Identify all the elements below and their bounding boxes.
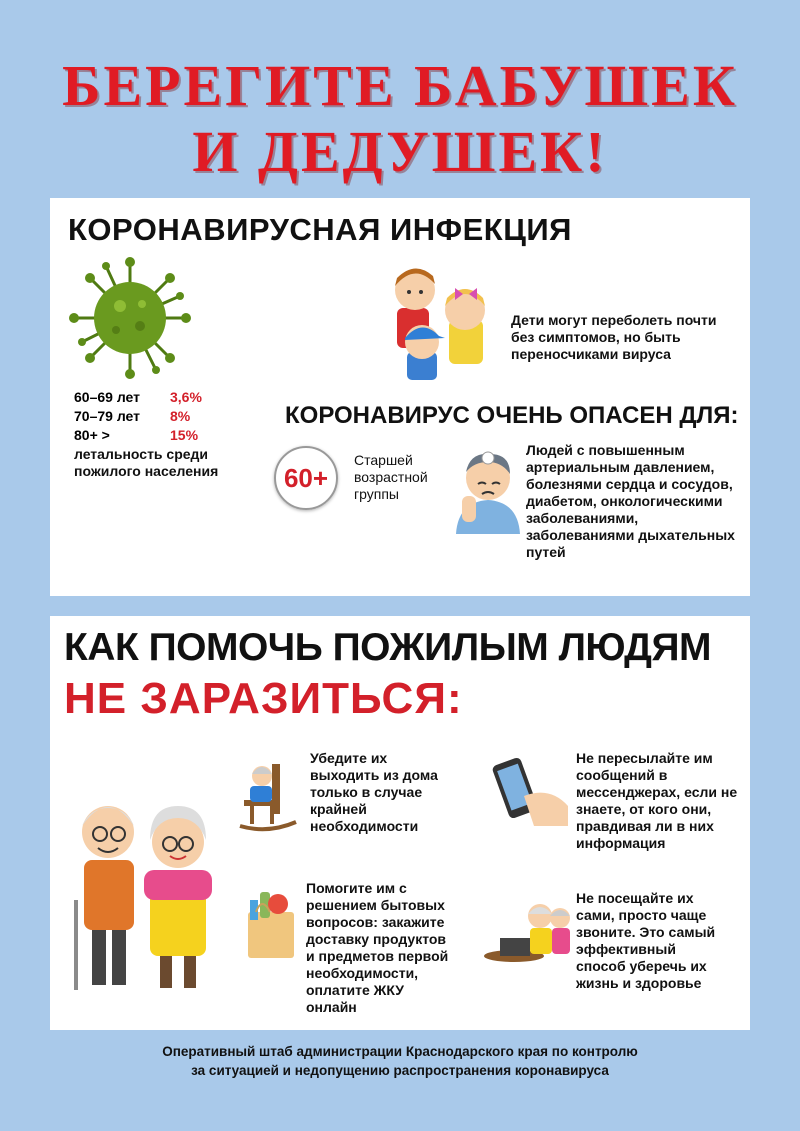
grocery-bag-icon bbox=[238, 882, 304, 962]
coronavirus-info-panel bbox=[50, 198, 750, 596]
tip-household-help: Помогите им с решением бытовых вопросов: закажите доставку продуктов и предметов первой необходимости, оплатите ЖКУ онлайн bbox=[306, 880, 449, 1015]
stat-age: 60–69 лет bbox=[74, 389, 140, 405]
video-call-icon bbox=[474, 892, 574, 972]
help-heading-line-1: КАК ПОМОЧЬ ПОЖИЛЫМ ЛЮДЯМ bbox=[64, 626, 711, 669]
help-tips-panel bbox=[50, 616, 750, 1030]
title-line-1: БЕРЕГИТЕ БАБУШЕК bbox=[62, 53, 738, 118]
children-icon bbox=[385, 260, 500, 385]
stat-value: 3,6% bbox=[170, 389, 202, 405]
stat-row bbox=[74, 407, 202, 426]
rocking-chair-icon bbox=[230, 756, 306, 832]
tip-stay-home: Убедите их выходить из дома только в случае крайней необходимости bbox=[310, 750, 438, 834]
stat-age: 80+ > bbox=[74, 427, 110, 443]
footer-line-1: Оперативный штаб администрации Краснодарского края по контролю bbox=[162, 1044, 638, 1059]
grandparents-icon bbox=[64, 780, 224, 995]
conditions-text: Людей с повышенным артериальным давлением, болезнями сердца и сосудов, диабетом, онкологическими заболеваниями, заболеваниями дыхательных путей bbox=[526, 442, 735, 560]
help-heading-line-2: НЕ ЗАРАЗИТЬСЯ: bbox=[64, 674, 463, 723]
stat-row bbox=[74, 426, 202, 445]
section-heading: КОРОНАВИРУСНАЯ ИНФЕКЦИЯ bbox=[68, 212, 572, 247]
phone-icon bbox=[490, 756, 570, 826]
stats-list bbox=[74, 388, 202, 445]
tip-call-instead: Не посещайте их сами, просто чаще звоните. Это самый эффективный способ уберечь их жизнь и здоровье bbox=[576, 890, 716, 991]
stat-age: 70–79 лет bbox=[74, 408, 140, 424]
danger-heading: КОРОНАВИРУС ОЧЕНЬ ОПАСЕН ДЛЯ: bbox=[285, 402, 739, 429]
stats-caption: летальность среди пожилого населения bbox=[74, 446, 219, 479]
children-carriers-text: Дети могут переболеть почти без симптомов, но быть переносчиками вируса bbox=[511, 312, 717, 362]
older-group-text: Старшей возрастной группы bbox=[354, 452, 428, 502]
stat-row bbox=[74, 388, 202, 407]
sick-person-icon bbox=[448, 444, 528, 534]
stat-value: 8% bbox=[170, 408, 191, 424]
tip-messages: Не пересылайте им сообщений в мессенджерах, если не знаете, от кого они, правдивая ли в них информация bbox=[576, 750, 738, 851]
stat-value: 15% bbox=[170, 427, 199, 443]
title-line-2: И ДЕДУШЕК! bbox=[192, 119, 608, 184]
age-60-plus-badge: 60+ bbox=[274, 446, 338, 510]
footer-line-2: за ситуацией и недопущению распространения коронавируса bbox=[191, 1063, 609, 1078]
footer bbox=[0, 1042, 800, 1080]
virus-icon bbox=[68, 256, 193, 381]
